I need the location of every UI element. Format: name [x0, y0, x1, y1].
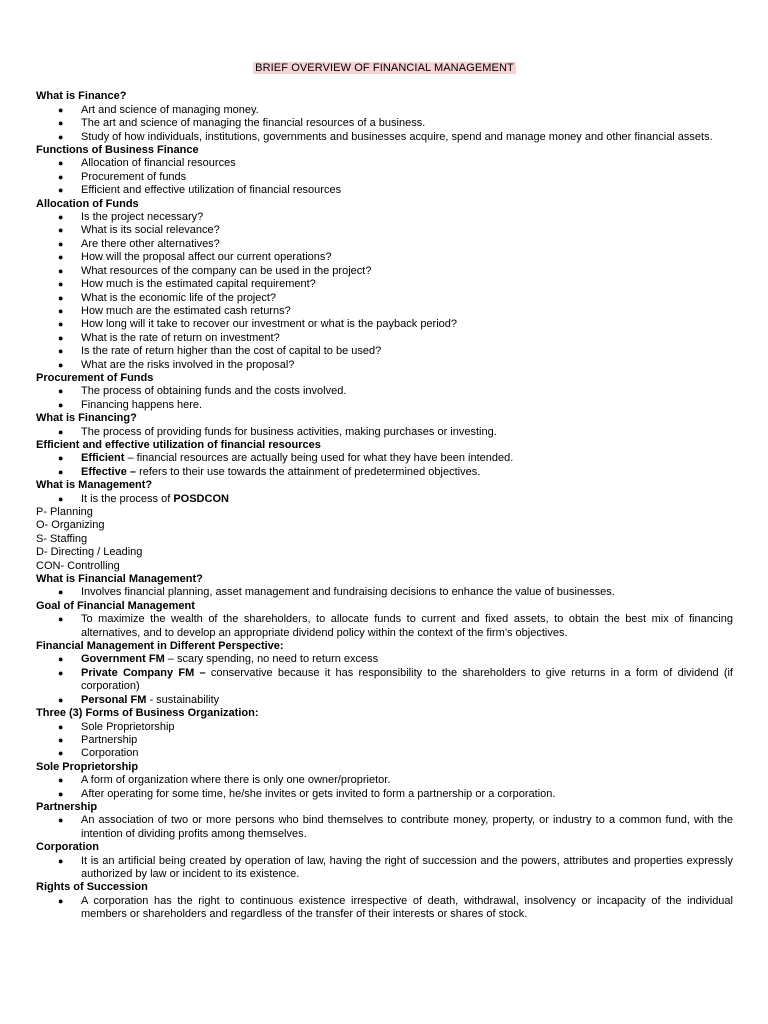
item-text: The art and science of managing the financial resources of a business.: [81, 117, 426, 130]
bullet-icon: ●: [58, 279, 64, 290]
bullet-icon: ●: [58, 399, 64, 410]
item-text: Sole Proprietorship: [81, 720, 175, 733]
item-text: - sustainability: [146, 693, 220, 706]
plain-line: O- Organizing: [36, 519, 105, 532]
bullet-list: [36, 385, 733, 412]
item-text: An association of two or more persons who bind themselves to contribute money, property, or industry to a common fund, with the intention of dividing profits among themselves.: [81, 814, 733, 840]
list-item: [36, 131, 733, 144]
item-text: refers to their use towards the attainment of predetermined objectives.: [136, 465, 481, 478]
item-text: Corporation: [81, 747, 139, 760]
section-heading: Allocation of Funds: [36, 197, 139, 210]
item-term: Government FM: [81, 653, 165, 666]
item-text: Is the project necessary?: [81, 211, 204, 224]
list-item: [36, 613, 733, 640]
bullet-list: [36, 653, 733, 707]
list-item: [36, 157, 733, 170]
item-text: What is its social relevance?: [81, 224, 220, 237]
item-text: How will the proposal affect our current operations?: [81, 251, 332, 264]
bullet-list: [36, 721, 733, 761]
item-text: The process of providing funds for business activities, making purchases or investing.: [81, 425, 497, 438]
bullet-icon: ●: [58, 332, 64, 343]
list-item: [36, 814, 733, 841]
list-item: [36, 493, 733, 506]
item-term: Effective –: [81, 465, 137, 478]
list-item: [36, 385, 733, 398]
list-item: [36, 694, 733, 707]
item-text: A form of organization where there is only one owner/proprietor.: [81, 774, 391, 787]
item-text: It is the process of: [81, 492, 174, 505]
bullet-icon: ●: [58, 185, 64, 196]
list-item: [36, 224, 733, 237]
bullet-list: [36, 211, 733, 372]
list-item: [36, 171, 733, 184]
item-text: To maximize the wealth of the shareholders, to allocate funds to current and fixed assets, to obtain the best mix of financing alternatives, and to develop an appropriate dividend policy within the context of the firm’s objectives.: [81, 613, 733, 639]
bullet-icon: ●: [58, 694, 64, 705]
bullet-icon: ●: [58, 131, 64, 142]
list-item: [36, 855, 733, 882]
item-text: After operating for some time, he/she invites or gets invited to form a partnership or a corporation.: [81, 787, 556, 800]
bullet-icon: ●: [58, 252, 64, 263]
item-text: conservative because it has responsibility to the shareholders to give returns in a form of dividend (if corporation): [81, 666, 733, 693]
section: [36, 707, 733, 761]
section: [36, 640, 733, 707]
bullet-icon: ●: [58, 466, 64, 477]
bullet-icon: ●: [58, 319, 64, 330]
item-text: What are the risks involved in the proposal?: [81, 358, 295, 371]
list-item: [36, 586, 733, 599]
section-heading: Corporation: [36, 841, 99, 854]
bullet-icon: ●: [58, 775, 64, 786]
section: [36, 801, 733, 841]
section: [36, 881, 733, 921]
section: [36, 761, 733, 801]
section: [36, 372, 733, 412]
bullet-icon: ●: [58, 171, 64, 182]
item-text: Art and science of managing money.: [81, 103, 259, 116]
list-item: [36, 251, 733, 264]
list-item: [36, 788, 733, 801]
bullet-icon: ●: [58, 453, 64, 464]
section-heading: Three (3) Forms of Business Organization:: [36, 707, 259, 720]
section-heading: Rights of Succession: [36, 881, 148, 894]
list-item: [36, 238, 733, 251]
section-heading: What is Financial Management?: [36, 573, 203, 586]
bullet-list: [36, 774, 733, 801]
section-heading: Goal of Financial Management: [36, 599, 195, 612]
list-item: [36, 774, 733, 787]
bullet-icon: ●: [58, 305, 64, 316]
list-item: [36, 399, 733, 412]
bullet-icon: ●: [58, 212, 64, 223]
section-heading: Financial Management in Different Perspective:: [36, 640, 284, 653]
item-text: Allocation of financial resources: [81, 157, 236, 170]
section: [36, 600, 733, 640]
bullet-icon: ●: [58, 815, 64, 826]
item-text: The process of obtaining funds and the costs involved.: [81, 385, 347, 398]
section: [36, 90, 733, 144]
section-heading: What is Management?: [36, 479, 153, 492]
bullet-icon: ●: [58, 118, 64, 129]
bullet-icon: ●: [58, 721, 64, 732]
bullet-list: [36, 814, 733, 841]
section-heading: Efficient and effective utilization of financial resources: [36, 438, 321, 451]
item-text: What is the rate of return on investment?: [81, 331, 280, 344]
bullet-icon: ●: [58, 855, 64, 866]
list-item: [36, 332, 733, 345]
list-item: [36, 426, 733, 439]
bullet-list: [36, 426, 733, 439]
item-text: Study of how individuals, institutions, governments and businesses acquire, spend and manage money and other financial assets.: [81, 130, 713, 143]
item-text: How much is the estimated capital requirement?: [81, 278, 316, 291]
list-item: [36, 466, 733, 479]
item-text: It is an artificial being created by operation of law, having the right of succession and the powers, attributes and properties expressly authorized by law or incident to its existence.: [81, 854, 733, 880]
item-text: Procurement of funds: [81, 170, 187, 183]
section: [36, 198, 733, 372]
list-item: [36, 345, 733, 358]
list-item: [36, 278, 733, 291]
bullet-list: [36, 104, 733, 144]
bullet-icon: ●: [58, 426, 64, 437]
item-text: – financial resources are actually being used for what they have been intended.: [124, 452, 514, 465]
item-text: Financing happens here.: [81, 398, 203, 411]
section: [36, 439, 733, 479]
list-item: [36, 721, 733, 734]
item-text: How much are the estimated cash returns?: [81, 304, 291, 317]
list-item: [36, 265, 733, 278]
section: [36, 144, 733, 198]
plain-line: CON- Controlling: [36, 559, 120, 572]
section-heading: Procurement of Funds: [36, 371, 154, 384]
section: [36, 573, 733, 600]
bullet-list: [36, 855, 733, 882]
document-page: [36, 62, 733, 922]
list-item: [36, 747, 733, 760]
bullet-icon: ●: [58, 895, 64, 906]
list-item: [36, 359, 733, 372]
bullet-icon: ●: [58, 359, 64, 370]
bullet-icon: ●: [58, 788, 64, 799]
item-text: Are there other alternatives?: [81, 237, 220, 250]
bullet-icon: ●: [58, 158, 64, 169]
list-item: [36, 318, 733, 331]
bullet-icon: ●: [58, 587, 64, 598]
list-item: [36, 211, 733, 224]
item-text: What resources of the company can be used in the project?: [81, 264, 372, 277]
list-item: [36, 895, 733, 922]
title-block: [36, 62, 733, 75]
list-item: [36, 184, 733, 197]
bullet-icon: ●: [58, 225, 64, 236]
section-heading: What is Financing?: [36, 412, 137, 425]
plain-line: P- Planning: [36, 506, 93, 518]
list-item: [36, 305, 733, 318]
bullet-icon: ●: [58, 265, 64, 276]
item-text: Is the rate of return higher than the cost of capital to be used?: [81, 345, 382, 358]
list-item: [36, 104, 733, 117]
document-title: BRIEF OVERVIEW OF FINANCIAL MANAGEMENT: [255, 62, 514, 74]
list-item: [36, 653, 733, 666]
item-text: Partnership: [81, 733, 138, 746]
item-text: Involves financial planning, asset management and fundraising decisions to enhance the value of businesses.: [81, 586, 615, 599]
bullet-icon: ●: [58, 734, 64, 745]
section: [36, 841, 733, 881]
bullet-icon: ●: [58, 493, 64, 504]
bullet-list: [36, 157, 733, 197]
section: [36, 479, 733, 573]
item-text: How long will it take to recover our investment or what is the payback period?: [81, 318, 458, 331]
section-heading: What is Finance?: [36, 90, 127, 103]
bullet-icon: ●: [58, 104, 64, 115]
bullet-icon: ●: [58, 654, 64, 665]
item-text: A corporation has the right to continuous existence irrespective of death, withdrawal, insolvency or incapacity of the individual members or shareholders and regardless of the transfer of their interests or shares of stock.: [81, 894, 733, 921]
bullet-list: [36, 895, 733, 922]
list-item: [36, 452, 733, 465]
item-term: Personal FM: [81, 693, 147, 706]
item-text: Efficient and effective utilization of financial resources: [81, 184, 342, 197]
item-text: What is the economic life of the project?: [81, 291, 277, 304]
bullet-icon: ●: [58, 386, 64, 397]
section-heading: Partnership: [36, 800, 98, 813]
list-item: [36, 117, 733, 130]
list-item: [36, 292, 733, 305]
plain-line: D- Directing / Leading: [36, 546, 143, 559]
bullet-list: [36, 586, 733, 599]
bullet-icon: ●: [58, 667, 64, 678]
list-item: [36, 667, 733, 694]
plain-line: S- Staffing: [36, 532, 88, 545]
bullet-icon: ●: [58, 346, 64, 357]
sections-container: [36, 90, 733, 921]
section-heading: Sole Proprietorship: [36, 760, 139, 773]
bullet-icon: ●: [58, 614, 64, 625]
bullet-icon: ●: [58, 748, 64, 759]
section-heading: Functions of Business Finance: [36, 144, 199, 157]
bullet-icon: ●: [58, 292, 64, 303]
item-term: Efficient: [81, 452, 125, 465]
item-text: – scary spending, no need to return excess: [164, 653, 379, 666]
section: [36, 412, 733, 439]
bullet-icon: ●: [58, 238, 64, 249]
item-term: POSDCON: [173, 492, 229, 505]
bullet-list: [36, 613, 733, 640]
bullet-list: [36, 452, 733, 479]
list-item: [36, 734, 733, 747]
bullet-list: [36, 493, 733, 506]
item-term: Private Company FM –: [81, 666, 206, 679]
